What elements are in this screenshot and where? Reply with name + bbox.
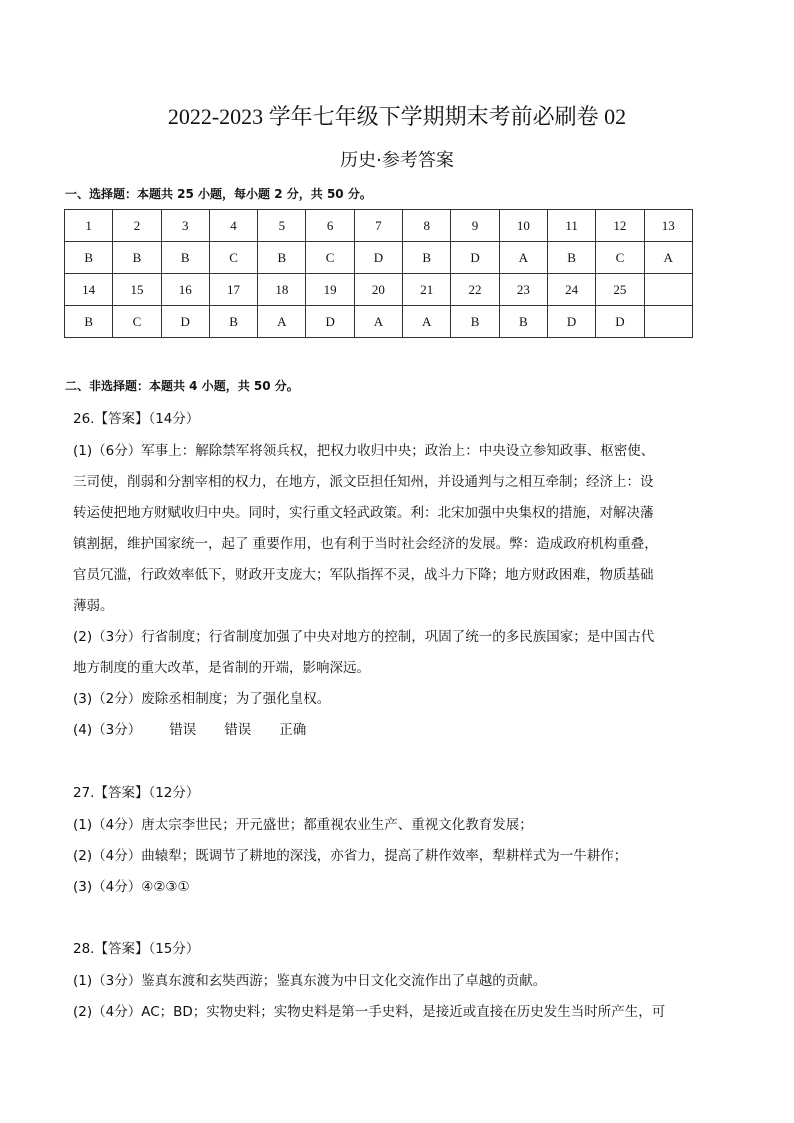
page-title: 2022-2023 学年七年级下学期期末考前必刷卷 02: [167, 104, 627, 129]
q26-part4-answer: 错误: [169, 722, 197, 738]
q26-line: 镇割据，维护国家统一，起了 重要作用，也有利于当时社会经济的发展。弊：造成政府机构重叠，: [73, 536, 658, 552]
q26-heading: 26.【答案】（14分）: [73, 411, 200, 427]
table-cell: A: [258, 306, 306, 338]
q28-line: (2)（4分）AC；BD；实物史料；实物史料是第一手史料，是接近或直接在历史发生当时所产生，可: [73, 1004, 666, 1020]
table-cell: 3: [161, 210, 209, 242]
q26-line: (3)（2分）废除丞相制度；为了强化皇权。: [73, 691, 331, 707]
table-cell: A: [403, 306, 451, 338]
q27-heading: 27.【答案】（12分）: [73, 785, 200, 801]
table-cell: 1: [65, 210, 113, 242]
table-cell: 9: [451, 210, 499, 242]
table-cell: 4: [209, 210, 257, 242]
table-cell: 7: [354, 210, 402, 242]
table-cell: 11: [547, 210, 595, 242]
table-cell: B: [65, 242, 113, 274]
table-cell: C: [306, 242, 354, 274]
q26-line: 地方制度的重大改革，是省制的开端，影响深远。: [73, 660, 370, 676]
table-cell: 14: [65, 274, 113, 306]
table-cell: 25: [596, 274, 644, 306]
table-cell: 19: [306, 274, 354, 306]
table-cell: A: [354, 306, 402, 338]
q26-line: (2)（3分）行省制度；行省制度加强了中央对地方的控制，巩固了统一的多民族国家；是中国古代: [73, 629, 655, 645]
table-cell: 23: [499, 274, 547, 306]
q26-part4-answer: 正确: [279, 722, 307, 738]
q26-part4-answer: 错误: [224, 722, 252, 738]
table-cell: D: [451, 242, 499, 274]
table-cell: 20: [354, 274, 402, 306]
table-cell: 5: [258, 210, 306, 242]
table-cell: 2: [113, 210, 161, 242]
q26-part4-label: (4)（3分）: [73, 722, 142, 738]
table-cell: B: [499, 306, 547, 338]
table-row: [65, 210, 693, 242]
table-cell: 24: [547, 274, 595, 306]
table-cell: 10: [499, 210, 547, 242]
q28-heading: 28.【答案】（15分）: [73, 941, 200, 957]
q27-line: (1)（4分）唐太宗李世民；开元盛世；都重视农业生产、重视文化教育发展；: [73, 817, 533, 833]
table-cell: D: [354, 242, 402, 274]
table-cell: D: [306, 306, 354, 338]
table-cell: B: [258, 242, 306, 274]
q26-line: 三司使，削弱和分割宰相的权力，在地方，派文臣担任知州，并设通判与之相互牵制；经济上：设: [73, 474, 654, 490]
table-row: [65, 274, 693, 306]
table-cell: A: [499, 242, 547, 274]
table-cell: 8: [403, 210, 451, 242]
table-cell: B: [547, 242, 595, 274]
q27-line: (2)（4分）曲辕犁；既调节了耕地的深浅，亦省力，提高了耕作效率，犁耕样式为一牛耕作；: [73, 848, 628, 864]
table-cell: 12: [596, 210, 644, 242]
q27-line: (3)（4分）④②③①: [73, 879, 190, 895]
table-row: [65, 306, 693, 338]
page-subtitle: 历史·参考答案: [340, 150, 454, 171]
table-cell: D: [547, 306, 595, 338]
table-cell: B: [451, 306, 499, 338]
table-cell: [644, 274, 692, 306]
table-cell: C: [113, 306, 161, 338]
q26-line: 薄弱。: [73, 598, 114, 614]
table-cell: B: [209, 306, 257, 338]
table-cell: C: [596, 242, 644, 274]
table-cell: B: [113, 242, 161, 274]
section-heading-nonchoice: 二、非选择题：本题共 4 小题，共 50 分。: [65, 379, 299, 393]
table-cell: D: [161, 306, 209, 338]
table-cell: 15: [113, 274, 161, 306]
table-cell: B: [161, 242, 209, 274]
q26-part4: [73, 718, 306, 738]
table-cell: 16: [161, 274, 209, 306]
table-cell: A: [644, 242, 692, 274]
table-cell: D: [596, 306, 644, 338]
table-cell: 18: [258, 274, 306, 306]
table-row: [65, 242, 693, 274]
table-cell: 21: [403, 274, 451, 306]
q26-line: (1)（6分）军事上：解除禁军将领兵权，把权力收归中央；政治上：中央设立参知政事、枢密使、: [73, 443, 655, 459]
answer-table: [64, 209, 693, 338]
q26-line: 转运使把地方财赋收归中央。同时，实行重文轻武政策。利：北宋加强中央集权的措施，对解决藩: [73, 505, 654, 521]
table-cell: B: [403, 242, 451, 274]
table-cell: 17: [209, 274, 257, 306]
table-cell: 13: [644, 210, 692, 242]
q28-line: (1)（3分）鉴真东渡和玄奘西游；鉴真东渡为中日文化交流作出了卓越的贡献。: [73, 973, 547, 989]
table-cell: [644, 306, 692, 338]
section-heading-choice: 一、选择题：本题共 25 小题，每小题 2 分，共 50 分。: [65, 187, 372, 201]
table-cell: 22: [451, 274, 499, 306]
table-cell: 6: [306, 210, 354, 242]
table-cell: B: [65, 306, 113, 338]
table-cell: C: [209, 242, 257, 274]
q26-line: 官员冗滥，行政效率低下，财政开支庞大；军队指挥不灵，战斗力下降；地方财政困难，物质基础: [73, 567, 654, 583]
